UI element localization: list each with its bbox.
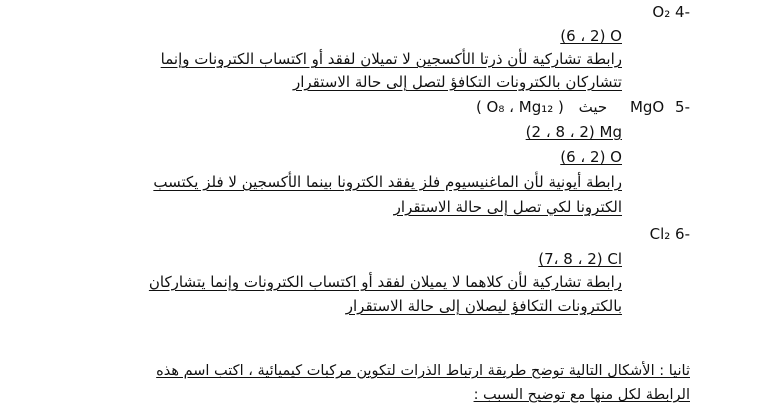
q5-answer-line1: رابطة أيونية لأن الماغنيسيوم فلز يفقد الكترونا بينما الأكسجين لا فلز يكتسب (153, 173, 622, 191)
q6-answer-line2: بالكترونات التكافؤ ليصلان إلى حالة الاستقرار (345, 297, 622, 315)
q5-config-mg-text: (2 ، 8 ، 2) Mg (525, 123, 622, 141)
q4-number: -4 (675, 3, 690, 21)
q4-heading (652, 2, 690, 22)
q6-number: -6 (675, 225, 690, 243)
q6-config (538, 249, 622, 269)
q5-subscripts: ( O₈ ، Mg₁₂ ) (475, 98, 564, 116)
q5-config-mg (526, 122, 622, 142)
q5-where: حيث (578, 98, 608, 116)
section2-line2: الرابطة لكل منها مع توضيح السبب : (473, 387, 690, 403)
q4-answer-line1: رابطة تشاركية لأن ذرتا الأكسجين لا تميلان لفقد أو اكتساب الكترونات وإنما (160, 50, 622, 68)
q4-config-text: (6 ، 2) O (560, 27, 622, 45)
q4-formula: O₂ (652, 3, 671, 21)
q6-config-text: (7، 8 ، 2) Cl (538, 250, 622, 268)
q6-formula: Cl₂ (649, 225, 671, 243)
q5-answer-line2: الكترونا لكي تصل إلى حالة الاستقرار (393, 198, 622, 216)
q6-answer-line1: رابطة تشاركية لأن كلاهما لا يميلان لفقد أو اكتساب الكترونات وإنما يتشاركان (148, 273, 622, 291)
q5-heading (476, 97, 690, 117)
q4-config (560, 26, 622, 46)
q5-config-o (560, 147, 622, 167)
q4-answer-line2: تتشاركان بالكترونات التكافؤ لتصل إلى حالة الاستقرار (292, 73, 622, 91)
q5-formula: MgO (629, 98, 665, 116)
q5-number: -5 (675, 98, 690, 116)
section2-line1: ثانيا : الأشكال التالية توضح طريقة ارتباط الذرات لتكوين مركبات كيميائية ، اكتب اسم هذه (156, 363, 690, 379)
q6-heading (650, 224, 690, 244)
q5-config-o-text: (6 ، 2) O (560, 148, 622, 166)
